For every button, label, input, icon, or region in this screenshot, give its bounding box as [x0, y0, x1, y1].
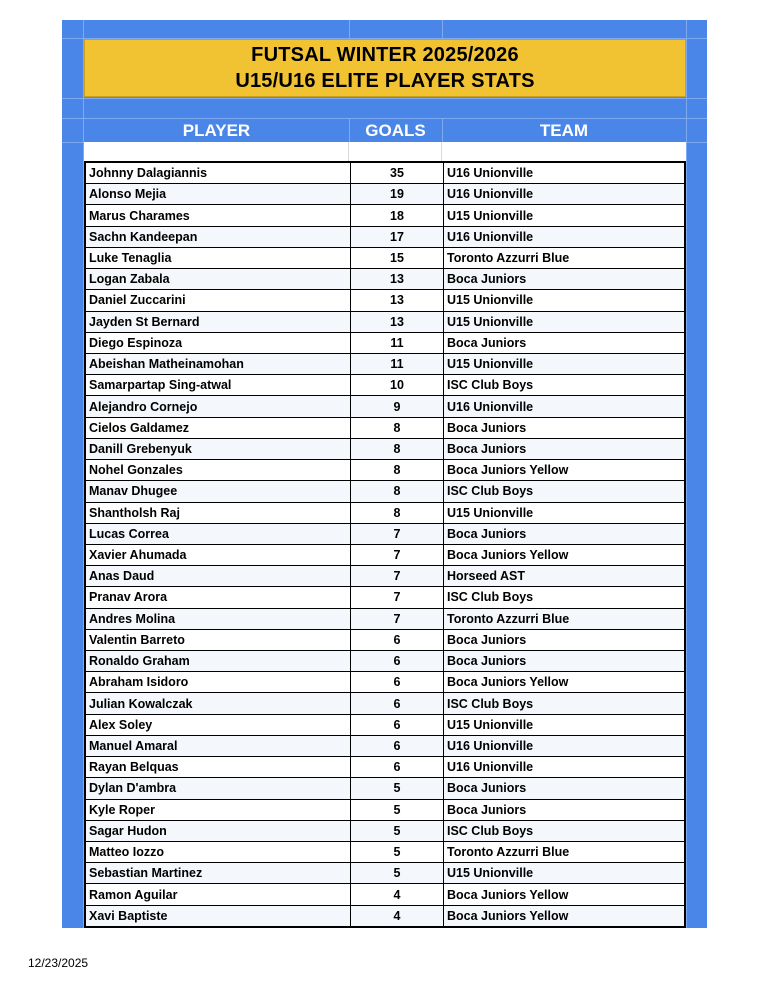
spacer-row [84, 142, 686, 161]
player-cell[interactable]: Matteo Iozzo [86, 842, 351, 862]
goals-cell[interactable]: 10 [351, 375, 444, 395]
team-cell[interactable]: Toronto Azzurri Blue [447, 611, 570, 626]
gridline [442, 20, 443, 40]
team-cell[interactable]: Boca Juniors [447, 441, 527, 456]
player-cell[interactable]: Alex Soley [86, 715, 351, 735]
table-row [86, 672, 684, 693]
header-team: TEAM [539, 120, 589, 140]
player-cell[interactable]: Diego Espinoza [86, 333, 351, 353]
player-cell[interactable]: Rayan Belquas [86, 757, 351, 777]
player-cell[interactable]: Lucas Correa [86, 524, 351, 544]
table-row [86, 184, 684, 205]
table-row [86, 757, 684, 778]
table-row [86, 439, 684, 460]
player-cell[interactable]: Shantholsh Raj [86, 503, 351, 523]
goals-cell[interactable]: 5 [351, 778, 444, 798]
table-row [86, 312, 684, 333]
table-row [86, 842, 684, 863]
header-goals: GOALS [365, 120, 426, 140]
goals-cell[interactable]: 6 [351, 736, 444, 756]
table-row [86, 503, 684, 524]
player-cell[interactable]: Sachn Kandeepan [86, 227, 351, 247]
team-cell[interactable]: U16 Unionville [447, 187, 534, 202]
table-row [86, 778, 684, 799]
goals-cell[interactable]: 8 [351, 481, 444, 501]
player-cell[interactable]: Nohel Gonzales [86, 460, 351, 480]
table-row [86, 736, 684, 757]
team-cell[interactable]: Boca Juniors Yellow [447, 548, 569, 563]
table-row [86, 481, 684, 502]
player-cell[interactable]: Manuel Amaral [86, 736, 351, 756]
goals-cell[interactable]: 8 [351, 418, 444, 438]
player-cell[interactable]: Danill Grebenyuk [86, 439, 351, 459]
goals-cell[interactable]: 9 [351, 396, 444, 416]
team-cell[interactable]: ISC Club Boys [447, 590, 534, 605]
team-cell[interactable]: ISC Club Boys [447, 484, 534, 499]
goals-cell[interactable]: 35 [351, 163, 444, 183]
goals-cell[interactable]: 6 [351, 715, 444, 735]
goals-cell[interactable]: 7 [351, 566, 444, 586]
player-cell[interactable]: Samarpartap Sing-atwal [86, 375, 351, 395]
team-cell[interactable]: U16 Unionville [447, 760, 534, 775]
goals-cell[interactable]: 8 [351, 503, 444, 523]
table-row [86, 460, 684, 481]
team-cell[interactable]: Boca Juniors Yellow [447, 908, 569, 923]
team-cell[interactable]: U15 Unionville [447, 357, 534, 372]
goals-cell[interactable]: 5 [351, 800, 444, 820]
goals-cell[interactable]: 13 [351, 312, 444, 332]
player-cell[interactable]: Johnny Dalagiannis [86, 163, 351, 183]
goals-cell[interactable]: 15 [351, 248, 444, 268]
player-cell[interactable]: Luke Tenaglia [86, 248, 351, 268]
team-cell[interactable]: ISC Club Boys [447, 696, 534, 711]
goals-cell[interactable]: 5 [351, 863, 444, 883]
team-cell[interactable]: Toronto Azzurri Blue [447, 845, 570, 860]
player-cell[interactable]: Anas Daud [86, 566, 351, 586]
table-row [86, 524, 684, 545]
table-row [86, 821, 684, 842]
team-cell[interactable]: U15 Unionville [447, 505, 534, 520]
table-row [86, 906, 684, 926]
team-cell[interactable]: U15 Unionville [447, 717, 534, 732]
table-row [86, 163, 684, 184]
goals-cell[interactable]: 4 [351, 884, 444, 904]
player-cell[interactable]: Ronaldo Graham [86, 651, 351, 671]
player-cell[interactable]: Ramon Aguilar [86, 884, 351, 904]
player-cell[interactable]: Dylan D'ambra [86, 778, 351, 798]
title-line-1: FUTSAL WINTER 2025/2026 [251, 44, 519, 66]
goals-cell[interactable]: 4 [351, 906, 444, 926]
team-cell[interactable]: U16 Unionville [447, 166, 534, 181]
goals-cell[interactable]: 6 [351, 630, 444, 650]
team-cell[interactable]: Boca Juniors Yellow [447, 887, 569, 902]
table-row [86, 396, 684, 417]
spacer-cell [84, 142, 349, 161]
goals-cell[interactable]: 6 [351, 672, 444, 692]
team-cell[interactable]: Boca Juniors [447, 802, 527, 817]
team-cell[interactable]: U15 Unionville [447, 293, 534, 308]
table-row [86, 863, 684, 884]
player-cell[interactable]: Sebastian Martinez [86, 863, 351, 883]
team-cell[interactable]: ISC Club Boys [447, 378, 534, 393]
table-row [86, 630, 684, 651]
player-cell[interactable]: Manav Dhugee [86, 481, 351, 501]
goals-cell[interactable]: 5 [351, 842, 444, 862]
player-cell[interactable]: Daniel Zuccarini [86, 290, 351, 310]
goals-cell[interactable]: 7 [351, 545, 444, 565]
table-row [86, 354, 684, 375]
table-row [86, 651, 684, 672]
goals-cell[interactable]: 11 [351, 354, 444, 374]
team-cell[interactable]: U15 Unionville [447, 866, 534, 881]
goals-cell[interactable]: 17 [351, 227, 444, 247]
player-cell[interactable]: Alejandro Cornejo [86, 396, 351, 416]
goals-cell[interactable]: 5 [351, 821, 444, 841]
player-cell[interactable]: Xavier Ahumada [86, 545, 351, 565]
player-cell[interactable]: Abraham Isidoro [86, 672, 351, 692]
team-cell[interactable]: Toronto Azzurri Blue [447, 250, 570, 265]
table-row [86, 375, 684, 396]
player-cell[interactable]: Alonso Mejia [86, 184, 351, 204]
player-cell[interactable]: Marus Charames [86, 205, 351, 225]
table-row [86, 227, 684, 248]
player-cell[interactable]: Logan Zabala [86, 269, 351, 289]
team-cell[interactable]: Boca Juniors [447, 632, 527, 647]
goals-cell[interactable]: 7 [351, 587, 444, 607]
goals-cell[interactable]: 11 [351, 333, 444, 353]
gridline [62, 98, 707, 99]
player-cell[interactable]: Xavi Baptiste [86, 906, 351, 926]
player-cell[interactable]: Valentin Barreto [86, 630, 351, 650]
goals-cell[interactable]: 6 [351, 651, 444, 671]
goals-cell[interactable]: 7 [351, 524, 444, 544]
player-cell[interactable]: Sagar Hudon [86, 821, 351, 841]
gridline [686, 20, 687, 928]
goals-cell[interactable]: 7 [351, 609, 444, 629]
goals-cell[interactable]: 13 [351, 290, 444, 310]
player-stats-table [84, 161, 686, 928]
player-cell[interactable]: Pranav Arora [86, 587, 351, 607]
gridline [349, 20, 350, 40]
goals-cell[interactable]: 8 [351, 439, 444, 459]
table-row [86, 333, 684, 354]
team-cell[interactable]: Boca Juniors [447, 335, 527, 350]
goals-cell[interactable]: 6 [351, 693, 444, 713]
table-header [84, 119, 686, 142]
goals-cell[interactable]: 18 [351, 205, 444, 225]
team-cell[interactable]: ISC Club Boys [447, 823, 534, 838]
title-block [84, 39, 686, 97]
player-cell[interactable]: Abeishan Matheinamohan [86, 354, 351, 374]
team-cell[interactable]: U16 Unionville [447, 739, 534, 754]
team-cell[interactable]: Horseed AST [447, 569, 526, 584]
table-row [86, 884, 684, 905]
team-cell[interactable]: Boca Juniors [447, 272, 527, 287]
table-row [86, 205, 684, 226]
team-cell[interactable]: Boca Juniors [447, 420, 527, 435]
table-row [86, 715, 684, 736]
team-cell[interactable]: Boca Juniors [447, 526, 527, 541]
team-cell[interactable]: U15 Unionville [447, 208, 534, 223]
team-cell[interactable]: Boca Juniors Yellow [447, 675, 569, 690]
team-cell[interactable]: U16 Unionville [447, 229, 534, 244]
spacer-cell [349, 142, 442, 161]
table-row [86, 800, 684, 821]
print-date: 12/23/2025 [28, 956, 89, 970]
table-row [86, 566, 684, 587]
table-row [86, 587, 684, 608]
title-line-2: U15/U16 ELITE PLAYER STATS [235, 70, 535, 92]
spacer-cell [442, 142, 686, 161]
table-row [86, 290, 684, 311]
goals-cell[interactable]: 6 [351, 757, 444, 777]
table-row [86, 418, 684, 439]
goals-cell[interactable]: 13 [351, 269, 444, 289]
table-row [86, 545, 684, 566]
player-cell[interactable]: Jayden St Bernard [86, 312, 351, 332]
table-row [86, 248, 684, 269]
player-cell[interactable]: Julian Kowalczak [86, 693, 351, 713]
player-cell[interactable]: Cielos Galdamez [86, 418, 351, 438]
team-cell[interactable]: U15 Unionville [447, 314, 534, 329]
table-row [86, 269, 684, 290]
team-cell[interactable]: Boca Juniors [447, 781, 527, 796]
team-cell[interactable]: Boca Juniors [447, 654, 527, 669]
team-cell[interactable]: U16 Unionville [447, 399, 534, 414]
player-cell[interactable]: Kyle Roper [86, 800, 351, 820]
header-player: PLAYER [182, 120, 251, 140]
table-row [86, 693, 684, 714]
goals-cell[interactable]: 19 [351, 184, 444, 204]
table-row [86, 609, 684, 630]
player-cell[interactable]: Andres Molina [86, 609, 351, 629]
team-cell[interactable]: Boca Juniors Yellow [447, 463, 569, 478]
goals-cell[interactable]: 8 [351, 460, 444, 480]
